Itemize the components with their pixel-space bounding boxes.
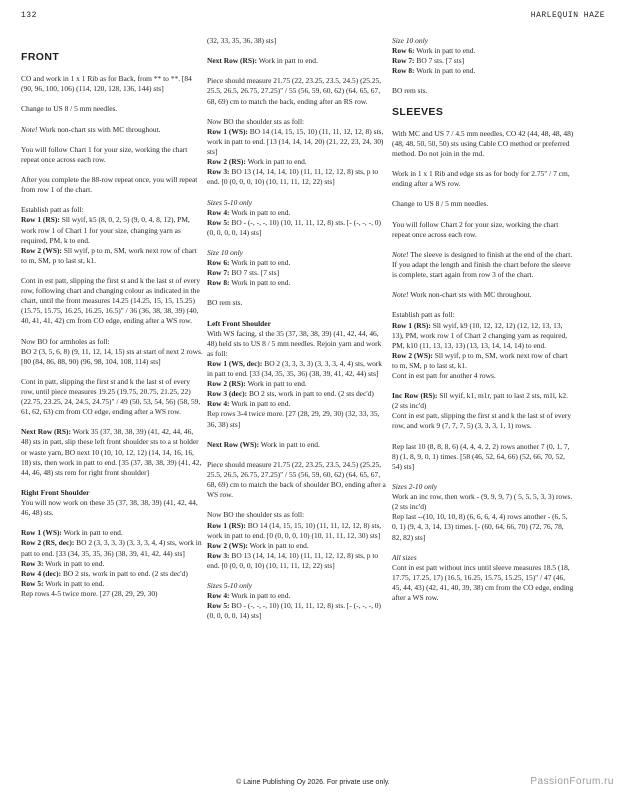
instruction-paragraph: Size 10 only Row 6: Work in patt to end. Row 7: BO 7 sts. [7 sts] Row 8: Work in patt to end.: [207, 247, 291, 288]
instruction-paragraph: Note! The sleeve is designed to finish at the end of the chart. If you adapt the length and finish the chart before the sleeve is complete, start again from row 3 of the chart.: [392, 249, 573, 280]
instruction-paragraph: CO and work in 1 x 1 Rib as for Back, from ** to **. [84 (90, 96, 100, 106) (114, 120, 128, 136, 144) sts]: [21, 74, 192, 94]
instruction-paragraph: All sizes Cont in est patt without incs until sleeve measures 18.5 (18, 17.75, 17.25, 17) (16.5, 16.25, 15.75, 15.25, 15)" / 47 (46, 45, 44, 43) (42, 41, 40, 39, 38) cm from the CO edge, ending after a WS row.: [392, 552, 574, 603]
instruction-paragraph: Note! Work non-chart sts with MC throughout.: [21, 124, 161, 134]
instruction-paragraph: Establish patt as foll: Row 1 (RS): Sll wyif, k9 (10, 12, 12, 12) (12, 12, 13, 13, 13), PM, work row 1 of Chart 2 changing yarn as required, PM, k10 (11, 13, 13, 13) (13, 13, 14, 14, 14) to end. Row 2 (WS): Sll wyif, p to m, SM, work next row of chart to m, SM, p to last st, k1. Cont in est patt for another 4 rows.: [392, 310, 568, 380]
instruction-paragraph: Change to US 8 / 5 mm needles.: [21, 104, 118, 114]
instruction-paragraph: Sizes 2-10 only Work an inc row, then work - (9, 9, 9, 7) ( 5, 5, 5, 3, 3) rows. (2 sts inc'd) Rep last --(10, 10, 10, 8) (6, 6, 6, 4, 4) rows another - (6, 5, 0, 1) (9, 4, 3, 14, 13) times. [- (60, 64, 66, 70) (72, 76, 78, 82, 82) sts]: [392, 482, 573, 542]
instruction-paragraph: Now BO the shoulder sts as foll: Row 1 (RS): BO 14 (14, 15, 15, 10) (11, 11, 12, 12, 8) sts, work in patt to end. [0 (0, 0, 0, 10) (10, 11, 11, 12, 30) sts] Row 2 (WS): Work in patt to end. Row 3: BO 13 (14, 14, 14, 10) (11, 11, 12, 12, 8) sts, p to end. [0 (0, 0, 0, 10) (10, 11, 11, 12, 22) sts]: [207, 510, 382, 570]
instruction-paragraph: Rep last 10 (8, 8, 8, 6) (4, 4, 4, 2, 2) rows another 7 (0, 1, 7, 8) (1, 8, 9, 0, 1) times. [58 (46, 52, 64, 66) (52, 66, 70, 52, 54) sts]: [392, 441, 570, 471]
instruction-paragraph: Next Row (WS): Work in patt to end.: [207, 439, 320, 449]
instruction-paragraph: BO rem sts.: [207, 298, 243, 308]
instruction-paragraph: You will follow Chart 2 for your size, working the chart repeat once across each row.: [392, 219, 559, 239]
instruction-paragraph: Change to US 8 / 5 mm needles.: [392, 199, 489, 209]
instruction-paragraph: Left Front Shoulder With WS facing, sl the 35 (37, 38, 38, 39) (41, 42, 44, 46, 48) held sts to US 8 / 5 mm needles. Rejoin yarn and work as foll: Row 1 (WS, dec): BO 2 (3, 3, 3, 3) (3, 3, 3, 4, 4) sts, work in patt to end. [33 (34, 35, 35, 36) (38, 39, 41, 42, 44) sts] Row 2 (RS): Work in patt to end. Row 3 (dec): BO 2 sts, work in patt to end. (2 sts dec'd) Row 4: Work in patt to end. Rep rows 3-4 twice more. [27 (28, 29, 29, 30) (32, 33, 35, 36, 38) sts]: [207, 318, 382, 429]
section-heading: SLEEVES: [392, 105, 444, 118]
instruction-paragraph: Note! Work non-chart sts with MC throughout.: [392, 290, 532, 300]
watermark: PassionForum.ru: [530, 776, 614, 787]
instruction-paragraph: Piece should measure 21.75 (22, 23.25, 23.5, 24.5) (25.25, 25.5, 26.5, 26.75, 27.25)" / 55 (56, 59, 60, 62) (64, 65, 67, 68, 69) cm to match the back, ending after an RS row.: [207, 76, 382, 106]
instruction-paragraph: BO rem sts.: [392, 86, 428, 96]
instruction-paragraph: Now BO for armholes as foll: BO 2 (3, 5, 6, 8) (9, 11, 12, 14, 15) sts at start of next 2 rows. [80 (84, 86, 88, 90) (96, 98, 104, 108, 114) sts]: [21, 336, 203, 366]
instruction-paragraph: Cont in patt, slipping the first st and k the last st of every row, until piece measures 19.25 (19.75, 20.75, 21.25, 22) (22.75, 23.25, 24, 24.5, 24.75)" / 49 (50, 53, 54, 56) (58, 59, 61, 62, 63) cm from CO edge, ending after a WS row.: [21, 376, 201, 417]
instruction-paragraph: With MC and US 7 / 4.5 mm needles, CO 42 (44, 48, 48, 48) (48, 48, 50, 50, 50) sts using Cable CO method or preferred method. Do not join in the rnd.: [392, 128, 574, 158]
copyright-footer: © Laine Publishing Oy 2026. For private use only.: [236, 779, 390, 786]
column-3: [392, 36, 574, 613]
instruction-paragraph: Sizes 5-10 only Row 4: Work in patt to end. Row 5: BO - (-, -, -, 10) (10, 11, 11, 12, 8) sts. [- (-, -, -, 0) (0, 0, 0, 0, 14) sts]: [207, 581, 382, 621]
running-title: HARLEQUIN HAZE: [530, 11, 605, 20]
instruction-paragraph: Next Row (RS): Work 35 (37, 38, 38, 39) (41, 42, 44, 46, 48) sts in patt, slip these left front shoulder sts to a st holder or waste yarn, BO next 10 (10, 10, 12, 12) (14, 14, 16, 16, 18) sts, then work in patt to end. [35 (37, 38, 38, 39) (41, 42, 44, 46, 48) sts rem for right front shoulder]: [21, 427, 202, 477]
instruction-paragraph: Row 1 (WS): Work in patt to end. Row 2 (RS, dec): BO 2 (3, 3, 3, 3) (3, 3, 3, 4, 4) sts, work in patt to end. [33 (34, 35, 35, 36) (38, 39, 41, 42, 44) sts] Row 3: Work in patt to end. Row 4 (dec): BO 2 sts, work in patt to end. (2 sts dec'd) Row 5: Work in patt to end. Rep rows 4-5 twice more. [27 (28, 29, 29, 30): [21, 528, 202, 598]
instruction-paragraph: Cont in est patt, slipping the first st and k the last st of every row, following chart and changing colour as indicated in the chart, until the front measures 14.25 (14.25, 15, 15, 15.25) (15.75, 15.75, 16.25, 16.25, 16.5)" / 36 (36, 38, 38, 39) (40, 40, 41, 41, 42) cm from CO edge, ending after a WS row.: [21, 275, 201, 326]
instruction-paragraph: After you complete the 88-row repeat once, you will repeat from row 1 of the chart.: [21, 175, 198, 195]
instruction-paragraph: Sizes 5-10 only Row 4: Work in patt to end. Row 5: BO - (-, -, -, 10) (10, 11, 11, 12, 8) sts. [- (-, -, -, 0) (0, 0, 0, 0, 14) sts]: [207, 197, 382, 237]
instruction-paragraph: You will follow Chart 1 for your size, working the chart repeat once across each row.: [21, 144, 188, 164]
instruction-paragraph: Piece should measure 21.75 (22, 23.25, 23.5, 24.5) (25.25, 25.5, 26.5, 26.75, 27.25)" / 55 (56, 59, 60, 62) (64, 65, 67, 68, 69) cm to match the back of shoulder BO, ending after a WS row.: [207, 459, 386, 500]
instruction-paragraph: Work in 1 x 1 Rib and edge sts as for body for 2.75" / 7 cm, ending after a WS row.: [392, 169, 570, 189]
column-1: [21, 52, 203, 609]
instruction-paragraph: Inc Row (RS): Sll wyif, k1, m1r, patt to last 2 sts, m1l, k2. (2 sts inc'd) Cont in est patt, slipping the first st and k the last st of every row, and work 9 (7, 7, 7, 5) (3, 3, 3, 1, 1) rows.: [392, 391, 572, 431]
section-heading: FRONT: [21, 51, 60, 63]
instruction-paragraph: (32, 33, 35, 36, 38) sts]: [207, 36, 277, 45]
page-number: 132: [21, 11, 37, 20]
instruction-paragraph: Establish patt as foll: Row 1 (RS): Sll wyif, k5 (8, 0, 2, 5) (9, 0, 4, 8, 12), PM, work row 1 of Chart 1 for your size, changing yarn as required, PM, k to end. Row 2 (WS): Sll wyif, p to m, SM, work next row of chart to m, SM, p to last st, k1.: [21, 205, 197, 265]
column-2: [207, 36, 389, 632]
page-header: [21, 11, 605, 25]
instruction-paragraph: Next Row (RS): Work in patt to end.: [207, 56, 318, 66]
instruction-paragraph: Size 10 only Row 6: Work in patt to end. Row 7: BO 7 sts. [7 sts] Row 8: Work in patt to end.: [392, 36, 476, 76]
instruction-paragraph: Now BO the shoulder sts as foll: Row 1 (WS): BO 14 (14, 15, 15, 10) (11, 11, 12, 12, 8) sts, work in patt to end. [13 (14, 14, 14, 20) (21, 22, 23, 24, 30) sts] Row 2 (RS): Work in patt to end. Row 3: BO 13 (14, 14, 14, 10) (11, 11, 12, 12, 8) sts, p to end. [0 (0, 0, 0, 10) (10, 11, 11, 12, 22) sts]: [207, 116, 384, 187]
instruction-paragraph: Right Front Shoulder You will now work on these 35 (37, 38, 38, 39) (41, 42, 44, 46, 48) sts.: [21, 487, 198, 518]
